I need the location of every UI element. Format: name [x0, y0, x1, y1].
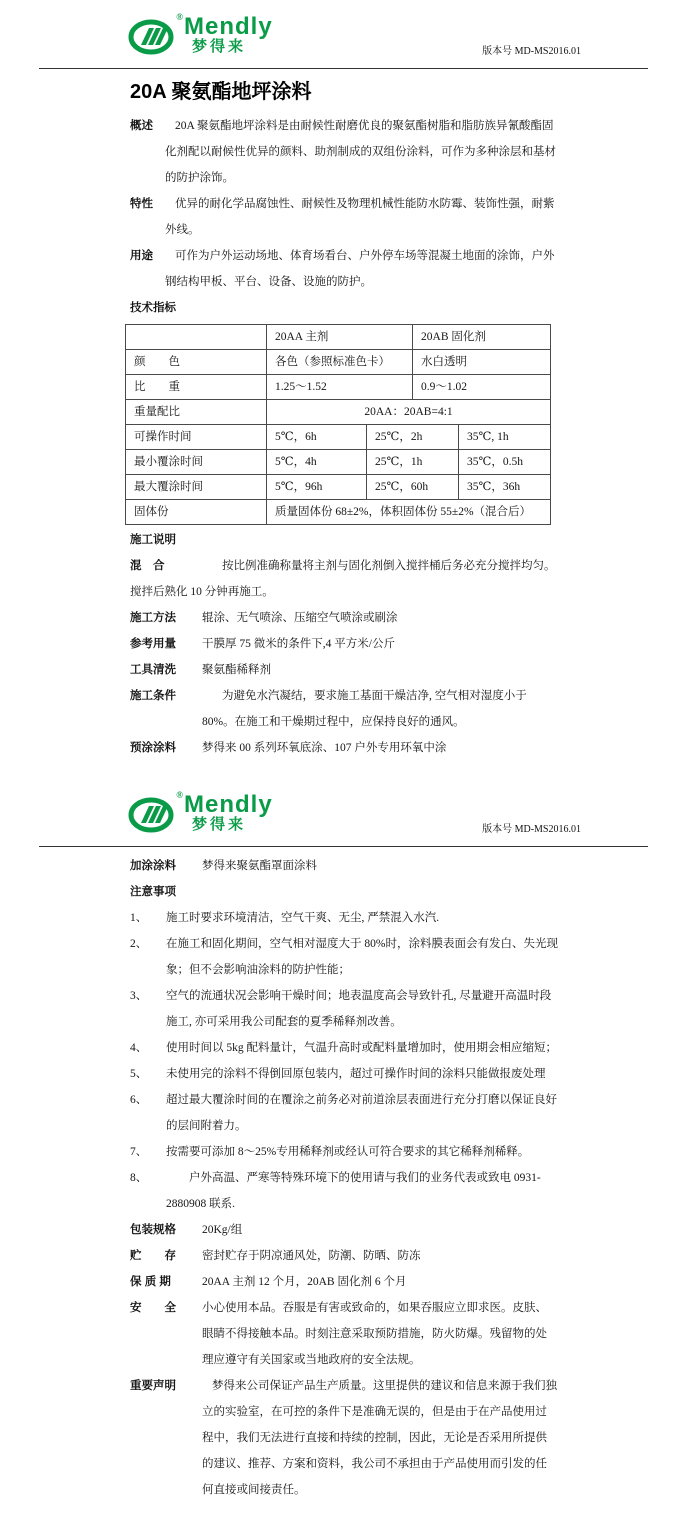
tech-specs-table [125, 324, 551, 525]
section-label: 保 质 期 [130, 1276, 171, 1288]
section-storage [130, 1243, 558, 1269]
section-label: 施工条件 [130, 690, 176, 702]
note-number: 1、 [130, 912, 148, 924]
section-precoat [130, 735, 558, 761]
cell-label: 颜 色 [126, 350, 267, 375]
note-text: 按需要可添加 8～25%专用稀释剂或经认可符合要求的其它稀释剂稀释。 [166, 1146, 530, 1158]
note-item-2 [130, 931, 560, 983]
section-topcoat [130, 853, 558, 879]
section-text: 聚氨酯稀释剂 [202, 664, 271, 676]
cell-label: 比 重 [126, 375, 267, 400]
cell-header-a: 20AA 主剂 [267, 325, 413, 350]
note-item-4 [130, 1035, 560, 1061]
cell-value: 25℃，1h [367, 450, 459, 475]
notes-heading: 注意事项 [130, 886, 176, 898]
cell-value: 25℃，60h [367, 475, 459, 500]
section-label: 预涂涂料 [130, 742, 176, 754]
version-number: 版本号 MD-MS2016.01 [482, 46, 581, 57]
note-number: 2、 [130, 938, 148, 950]
page-2 [0, 778, 687, 1503]
registered-trademark-icon: ® [176, 790, 183, 800]
cell-value: 35℃，0.5h [459, 450, 551, 475]
note-number: 4、 [130, 1042, 148, 1054]
cell-value: 0.9～1.02 [413, 375, 551, 400]
cell-value: 5℃，96h [267, 475, 367, 500]
mendly-ellipse-m-icon [128, 16, 180, 56]
note-text: 施工时要求环境清洁，空气干爽、无尘, 严禁混入水汽. [166, 912, 440, 924]
note-number: 5、 [130, 1068, 148, 1080]
section-label: 特性 [130, 198, 153, 210]
section-label: 概述 [130, 120, 153, 132]
note-text: 未使用完的涂料不得倒回原包装内，超过可操作时间的涂料只能做报废处理 [166, 1068, 546, 1080]
section-label: 安 全 [130, 1302, 176, 1314]
mixing-continued-text: 搅拌后熟化 10 分钟再施工。 [130, 586, 274, 598]
note-number: 8、 [130, 1172, 148, 1184]
section-overview [130, 113, 558, 191]
section-text: 梦得来公司保证产品生产质量。这里提供的建议和信息来源于我们独立的实验室，在可控的条件下是准确无误的，但是由于在产品使用过程中，我们无法进行直接和持续的控制，因此，无论是否采用所提供的建议、推荐、方案和资料，我公司不承担由于产品使用而引发的任何直接或间接责任。 [202, 1380, 557, 1496]
table-row-solids [126, 500, 551, 525]
mendly-logo-icon [128, 12, 183, 56]
registered-trademark-icon: ® [176, 12, 183, 22]
section-text: 20AA 主剂 12 个月，20AB 固化剂 6 个月 [202, 1276, 407, 1288]
section-method [130, 605, 558, 631]
section-text: 为避免水汽凝结，要求施工基面干燥洁净, 空气相对湿度小于 80%。在施工和干燥期过程中，应保持良好的通风。 [202, 690, 527, 728]
section-label: 混 合 [130, 560, 165, 572]
page-title: 20A 聚氨酯地坪涂料 [130, 81, 312, 103]
section-label: 包装规格 [130, 1224, 176, 1236]
cell-value: 各色（参照标准色卡） [267, 350, 413, 375]
note-item-5 [130, 1061, 560, 1087]
section-text: 辊涂、无气喷涂、压缩空气喷涂或刷涂 [202, 612, 398, 624]
table-row-color [126, 350, 551, 375]
table-row-min-recoat [126, 450, 551, 475]
section-text: 梦得来聚氨酯罩面涂料 [202, 860, 317, 872]
cell-value: 35℃, 1h [459, 425, 551, 450]
note-item-1 [130, 905, 560, 931]
section-packing [130, 1217, 558, 1243]
brand-name-en: Mendly [184, 13, 273, 40]
table-row-gravity [126, 375, 551, 400]
cell-label: 最小覆涂时间 [126, 450, 267, 475]
mendly-logo [128, 12, 687, 56]
cell-label: 最大覆涂时间 [126, 475, 267, 500]
cell-header-b: 20AB 固化剂 [413, 325, 551, 350]
section-label: 参考用量 [130, 638, 176, 650]
header-rule [39, 68, 648, 69]
note-text: 在施工和固化期间，空气相对湿度大于 80%时，涂料膜表面会有发白、失光现象；但不会影响油涂料的防护性能； [166, 938, 558, 976]
table-row-potlife [126, 425, 551, 450]
section-text: 干膜厚 75 微米的条件下,4 平方米/公斤 [202, 638, 395, 650]
table-row-head [126, 325, 551, 350]
note-item-7 [130, 1139, 560, 1165]
page1-header [0, 0, 687, 62]
section-label: 重要声明 [130, 1380, 176, 1392]
section-label: 用途 [130, 250, 153, 262]
section-statement [130, 1373, 558, 1503]
note-text: 超过最大覆涂时间的在覆涂之前务必对前道涂层表面进行充分打磨以保证良好的层间附着力。 [166, 1094, 557, 1132]
cell-label: 重量配比 [126, 400, 267, 425]
section-label: 加涂涂料 [130, 860, 176, 872]
cell-value: 质量固体份 68±2%，体积固体份 55±2%（混合后） [267, 500, 551, 525]
section-label: 工具清洗 [130, 664, 176, 676]
cell-label: 固体份 [126, 500, 267, 525]
section-text: 小心使用本品。吞服是有害或致命的，如果吞服应立即求医。皮肤、眼睛不得接触本品。时刻注意采取预防措施，防火防爆。残留物的处理应遵守有关国家或当地政府的安全法规。 [202, 1302, 547, 1366]
page2-header [0, 778, 687, 840]
version-number: 版本号 MD-MS2016.01 [482, 824, 581, 835]
note-item-3 [130, 983, 560, 1035]
section-label: 施工方法 [130, 612, 176, 624]
brand-text [184, 791, 273, 833]
table-row-max-recoat [126, 475, 551, 500]
note-item-8 [130, 1165, 560, 1217]
note-text: 空气的流通状况会影响干燥时间；地表温度高会导致针孔, 尽量避开高温时段施工, 亦可采用我公司配套的夏季稀释剂改善。 [166, 990, 552, 1028]
note-number: 7、 [130, 1146, 148, 1158]
note-item-6 [130, 1087, 560, 1139]
section-mixing [130, 553, 558, 579]
section-label: 贮 存 [130, 1250, 176, 1262]
cell-value: 20AA：20AB=4:1 [267, 400, 551, 425]
cell-empty [126, 325, 267, 350]
section-shelf-life [130, 1269, 558, 1295]
section-text: 可作为户外运动场地、体育场看台、户外停车场等混凝土地面的涂饰，户外钢结构甲板、平台、设备、设施的防护。 [165, 250, 555, 288]
note-number: 3、 [130, 990, 148, 1002]
brand-text [184, 13, 273, 55]
section-safety [130, 1295, 558, 1373]
cell-label: 可操作时间 [126, 425, 267, 450]
section-text: 按比例准确称量将主剂与固化剂倒入搅拌桶后务必充分搅拌均匀。 [222, 560, 556, 572]
section-text: 20A 聚氨酯地坪涂料是由耐候性耐磨优良的聚氨酯树脂和脂肪族异氰酸酯固化剂配以耐候性优异的颜料、助剂制成的双组份涂料，可作为多种涂层和基材的防护涂饰。 [165, 120, 556, 184]
note-text: 户外高温、严寒等特殊环境下的使用请与我们的业务代表或致电 0931-2880908 联系. [166, 1172, 541, 1210]
section-usage [130, 631, 558, 657]
section-text: 密封贮存于阴凉通风处，防潮、防晒、防冻 [202, 1250, 421, 1262]
brand-name-cn: 梦得来 [192, 38, 247, 55]
brand-name-en: Mendly [184, 791, 273, 818]
section-cleaning [130, 657, 558, 683]
construction-heading: 施工说明 [130, 534, 176, 546]
section-text: 优异的耐化学品腐蚀性、耐候性及物理机械性能防水防霉、装饰性强，耐紫外线。 [165, 198, 555, 236]
cell-value: 水白透明 [413, 350, 551, 375]
note-text: 使用时间以 5kg 配料量计，气温升高时或配料量增加时，使用期会相应缩短； [166, 1042, 557, 1054]
section-text: 梦得来 00 系列环氧底涂、107 户外专用环氧中涂 [202, 742, 447, 754]
cell-value: 1.25～1.52 [267, 375, 413, 400]
section-conditions [130, 683, 558, 735]
cell-value: 25℃，2h [367, 425, 459, 450]
table-row-ratio [126, 400, 551, 425]
cell-value: 5℃，4h [267, 450, 367, 475]
mendly-logo-icon [128, 790, 183, 834]
mendly-logo [128, 790, 687, 834]
tech-specs-heading: 技术指标 [130, 302, 176, 314]
brand-name-cn: 梦得来 [192, 816, 247, 833]
mendly-ellipse-m-icon [128, 794, 180, 834]
cell-value: 5℃，6h [267, 425, 367, 450]
cell-value: 35℃，36h [459, 475, 551, 500]
section-features [130, 191, 558, 243]
section-text: 20Kg/组 [202, 1224, 243, 1236]
note-number: 6、 [130, 1094, 148, 1106]
section-uses [130, 243, 558, 295]
